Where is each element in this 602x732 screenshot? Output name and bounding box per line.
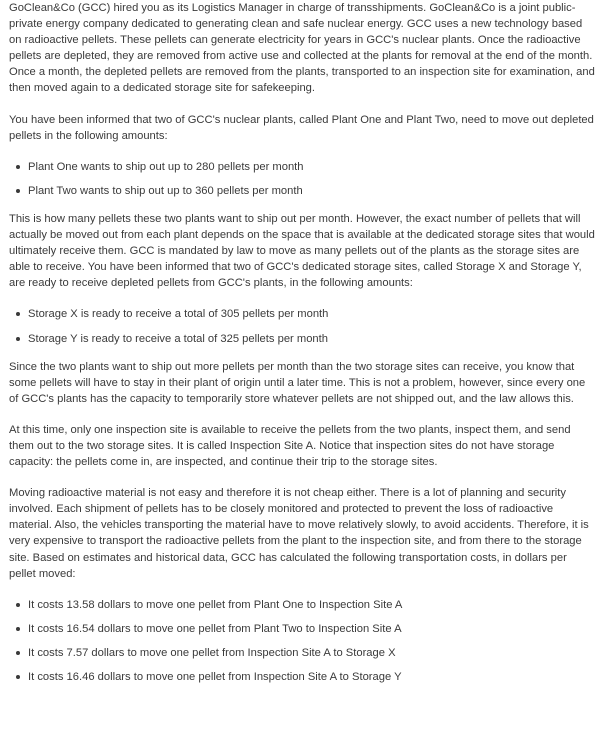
list-item: Plant One wants to ship out up to 280 pellets per month — [9, 159, 596, 175]
list-item: It costs 7.57 dollars to move one pellet from Inspection Site A to Storage X — [9, 645, 596, 661]
list-item: It costs 13.58 dollars to move one pellet from Plant One to Inspection Site A — [9, 597, 596, 613]
storage-intro-paragraph: This is how many pellets these two plants want to ship out per month. However, the exact number of pellets that will actually be moved out from each plant depends on the space that is available at the dedicated storage sites that would ultimately receive them. GCC is mandated by law to move as many pellets out of the plants as the storage sites are able to receive. You have been informed that two of GCC's dedicated storage sites, called Storage X and Storage Y, are ready to receive depleted pellets from GCC's plants, in the following amounts: — [9, 212, 595, 290]
storage-list — [9, 306, 596, 346]
list-item: Storage Y is ready to receive a total of 325 pellets per month — [9, 331, 596, 347]
inspection-paragraph: At this time, only one inspection site is available to receive the pellets from the two plants, inspect them, and send them out to the two storage sites. It is called Inspection Site A. Notice that inspection sites do not have storage capacity: the pellets come in, are inspected, and continue their trip to the storage sites. — [9, 423, 571, 469]
plants-intro-paragraph: You have been informed that two of GCC's nuclear plants, called Plant One and Plant Two, need to move out depleted pellets in the following amounts: — [9, 113, 594, 142]
costs-intro-paragraph: Moving radioactive material is not easy and therefore it is not cheap either. There is a lot of planning and security involved. Each shipment of pellets has to be closely monitored and protected to prevent the loss of radioactive material. Also, the vehicles transporting the material have to move relatively slowly, to avoid accidents. Therefore, it is very expensive to transport the radioactive pellets from the plant to the inspection site, and from there to the storage site. Based on estimates and historical data, GCC has calculated the following transportation costs, in dollars per pellet moved: — [9, 487, 589, 580]
list-item: Plant Two wants to ship out up to 360 pellets per month — [9, 183, 596, 199]
list-item: It costs 16.46 dollars to move one pellet from Inspection Site A to Storage Y — [9, 669, 596, 685]
intro-paragraph: GoClean&Co (GCC) hired you as its Logistics Manager in charge of transshipments. GoClean&Co is a joint public-private energy company dedicated to generating clean and safe nuclear energy. GCC uses a new technology based on radioactive pellets. These pellets can generate electricity for years in GCC's nuclear plants. Once the radioactive pellets are depleted, they are removed from active use and collected at the plants for removal at the end of the month. Once a month, the depleted pellets are removed from the plants, transported to an inspection site for examination, and then moved again to a dedicated storage site for safekeeping. — [9, 2, 595, 95]
costs-list — [9, 597, 596, 685]
list-item: Storage X is ready to receive a total of 305 pellets per month — [9, 306, 596, 322]
list-item: It costs 16.54 dollars to move one pellet from Plant Two to Inspection Site A — [9, 621, 596, 637]
plants-list — [9, 159, 596, 199]
capacity-paragraph: Since the two plants want to ship out more pellets per month than the two storage sites can receive, you know that some pellets will have to stay in their plant of origin until a later time. This is not a problem, however, since every one of GCC's plants has the capacity to temporarily store whatever pellets are not shipped out, and the law allows this. — [9, 360, 586, 405]
